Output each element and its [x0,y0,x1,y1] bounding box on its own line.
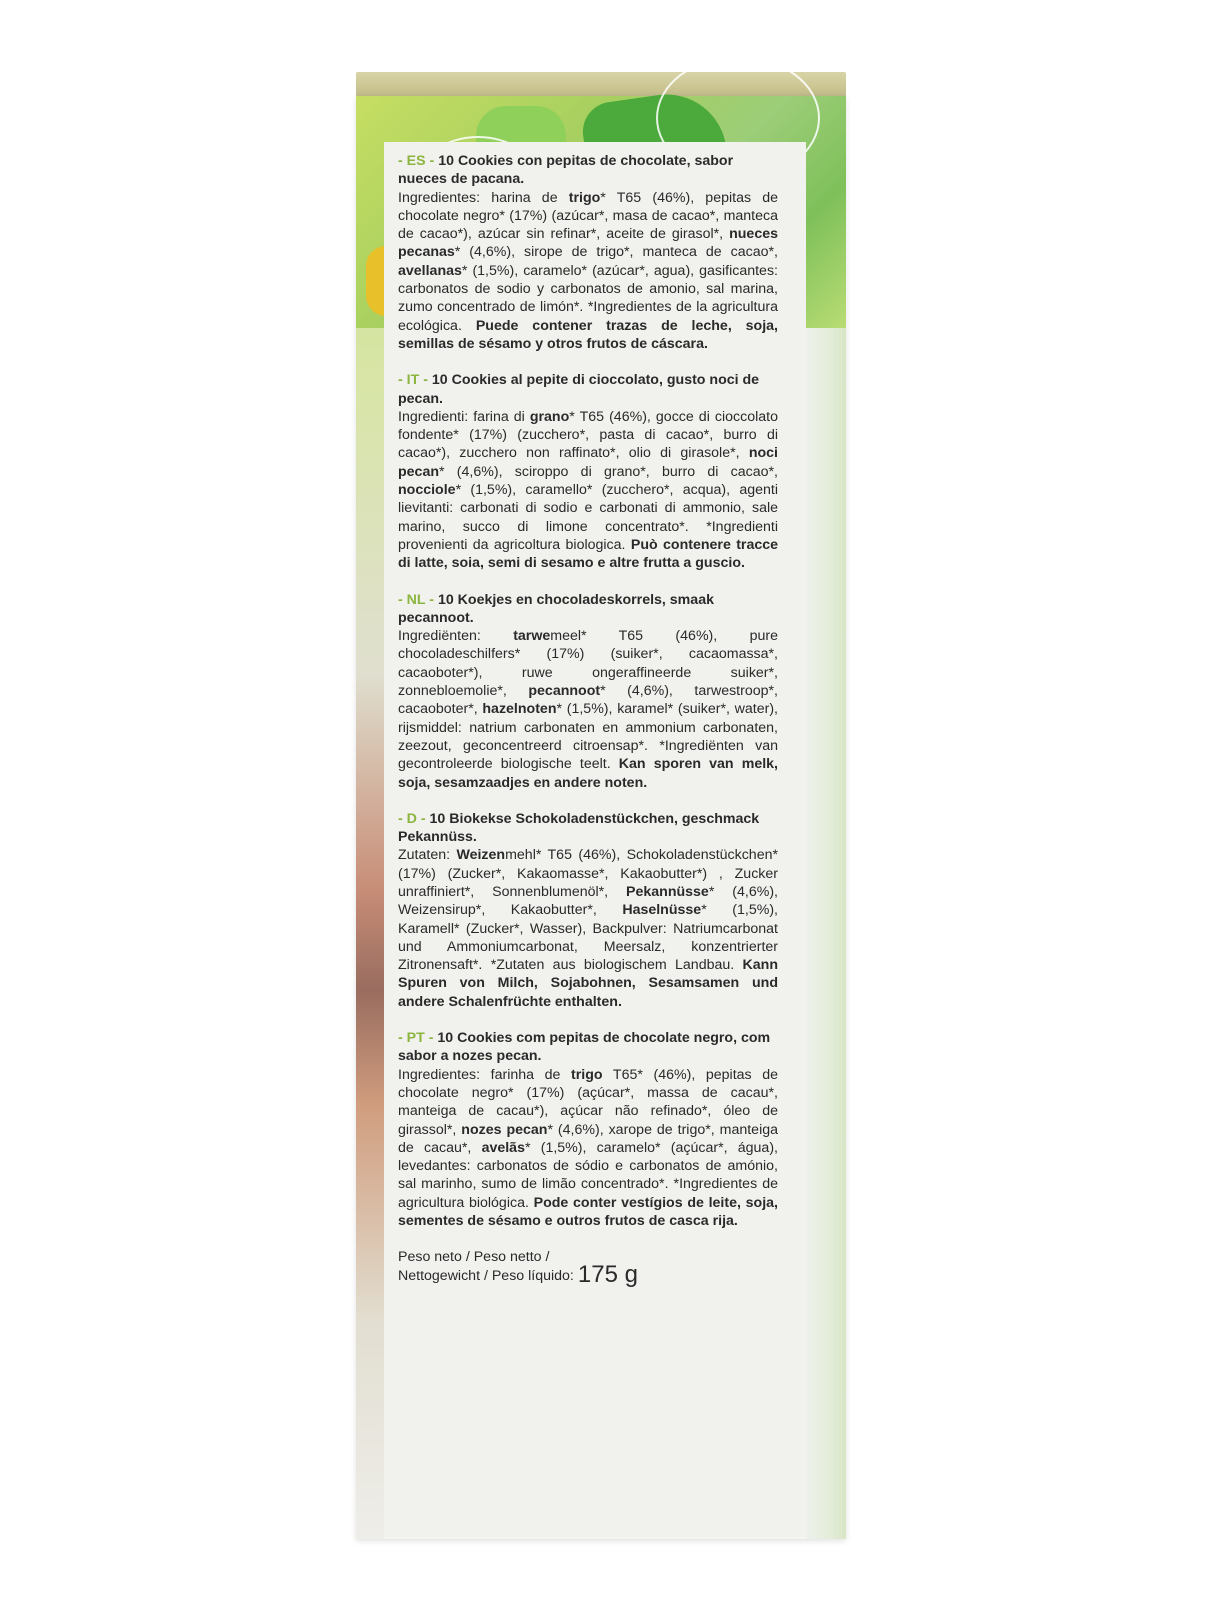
emphasized-text: grano [529,408,570,425]
ingredient-text: * (4,6%), Weizensirup*, Kakaobutter*, [398,883,778,919]
emphasized-text: Può contenere tracce di latte, soia, semi di sesamo e altre frutta a guscio. [398,536,779,572]
language-code: - NL - [398,591,434,608]
product-title: 10 Cookies com pepitas de chocolate negro, com sabor a nozes pecan. [398,1030,771,1065]
section-heading [398,591,778,628]
emphasized-text: tarwe [513,628,551,645]
product-title: 10 Biokekse Schokoladenstückchen, geschmack Pekannüss. [398,810,760,846]
ingredient-text: * (1,5%), caramello* (zucchero*, acqua), agenti lievitanti: carbonati di sodio e carbonati di ammonio, sale marino, succo di limone concentrato*. *Ingredienti provenienti da agricoltura biologica. [398,482,778,553]
language-section [398,152,778,353]
ingredient-text: * T65 (46%), gocce di cioccolato fondente* (17%) (zucchero*, pasta di cacao*, burro di cacao*), zucchero non raffinato*, olio di girasole*, [398,408,778,462]
language-section [398,591,778,792]
ingredient-text: Ingredientes: farinha de [398,1066,572,1083]
language-code: - IT - [398,372,428,389]
emphasized-text: nocciole [398,482,456,499]
ingredient-text: Zutaten: [398,847,457,864]
emphasized-text: avellanas [398,262,462,279]
ingredient-text: T65* (46%), pepitas de chocolate negro* (17%) (açúcar*, massa de cacau*, manteiga de cacau*), açúcar não refinado*, óleo de girassol*, [398,1066,779,1138]
emphasized-text: trigo [568,189,601,206]
ingredients-text [398,152,779,1289]
product-title: 10 Cookies con pepitas de chocolate, sabor nueces de pacana. [398,153,734,188]
net-weight [398,1248,778,1289]
ingredient-text: * (1,5%), karamel* (suiker*, water), rijsmiddel: natrium carbonaten en ammonium carbonaten, zeezout, geconcentreerd citroensap*. *Ingrediënten van gecontroleerde biologische teelt. [398,701,779,773]
net-weight-value: 175 g [577,1261,638,1289]
emphasized-text: Weizen [456,847,506,864]
ingredient-text: * (4,6%), tarwestroop*, cacaoboter*, [398,683,778,718]
net-weight-label-line1: Peso neto / Peso netto / [398,1249,550,1266]
emphasized-text: Pode conter vestígios de leite, soja, sementes de sésamo e outros frutos de casca rija. [398,1194,778,1230]
ingredient-list [398,189,778,354]
ingredient-text: * (4,6%), sirope de trigo*, manteca de cacao*, [454,244,778,261]
ingredient-text: * (1,5%), caramelo* (açúcar*, água), levedantes: carbonatos de sódio e carbonatos de amónio, sal marinho, sumo de limão concentrado*. *Ingredientes de agricultura biológica. [398,1139,778,1211]
ingredient-text: * (4,6%), sciroppo di grano*, burro di cacao*, [439,463,778,480]
ingredient-list [398,1066,778,1231]
ingredient-list [398,846,778,1011]
section-heading [398,1029,778,1066]
ingredient-list [398,408,778,573]
net-weight-label-line2 [398,1261,778,1289]
language-section [398,810,778,1011]
emphasized-text: nozes pecan [461,1121,548,1138]
ingredient-text: mehl* T65 (46%), Schokoladenstückchen*(17%) (Zucker*, Kakaomasse*, Kakaobutter*) , Zucker unraffiniert*, Sonnenblumenöl*, [398,847,778,900]
ingredient-text: * T65 (46%), pepitas de chocolate negro* (17%) (azúcar*, masa de cacao*, manteca de cacao*), azúcar sin refinar*, aceite de girasol*, [398,189,779,243]
emphasized-text: nueces pecanas [398,226,778,261]
language-code: - ES - [398,153,435,169]
language-section [398,1029,778,1230]
emphasized-text: noci pecan [398,445,778,480]
section-heading [398,371,778,408]
net-weight-label: Nettogewicht / Peso líquido: [398,1268,574,1285]
product-title: 10 Cookies al pepite di cioccolato, gusto noci de pecan. [398,372,760,407]
ingredient-text: Ingredienti: farina di [398,408,530,425]
emphasized-text: Haselnüsse [622,902,702,919]
ingredient-text: * (1,5%), caramelo* (azúcar*, agua), gasificantes: carbonatos de sodio y carbonatos de amonio, sal marina, zumo concentrado de limón*. *Ingredientes de la agricultura ecológica. [398,262,778,334]
ingredient-text: Ingrediënten: [398,628,514,645]
ingredient-text: * (4,6%), xarope de trigo*, manteiga de cacau*, [398,1121,778,1156]
language-code: - PT - [398,1030,434,1047]
emphasized-text: hazelnoten [482,701,557,718]
language-code: - D - [398,810,426,827]
ingredient-text: meel* T65 (46%), pure chocoladeschilfers* (17%) (suiker*, cacaomassa*, cacaoboter*), ruwe ongeraffineerde suiker*, zonnebloemolie*, [398,628,778,700]
section-heading [398,810,778,847]
emphasized-text: trigo [571,1066,603,1083]
emphasized-text: avelãs [481,1139,525,1156]
ingredient-text: * (1,5%), Karamell* (Zucker*, Wasser), Backpulver: Natriumcarbonat und Ammoniumcarbonat, Meersalz, konzentrierter Zitronensaft*. *Zutaten aus biologischem Landbau. [398,902,778,974]
ingredient-list [398,627,778,792]
emphasized-text: Pekannüsse [626,883,709,900]
emphasized-text: Kann Spuren von Milch, Sojabohnen, Sesamsamen und andere Schalenfrüchte enthalten. [398,957,778,1010]
emphasized-text: Kan sporen van melk, soja, sesamzaadjes en andere noten. [398,756,778,791]
section-heading [398,152,778,189]
ingredient-text: Ingredientes: harina de [398,189,569,206]
emphasized-text: pecannoot [528,683,601,700]
emphasized-text: Puede contener trazas de leche, soja, semillas de sésamo y otros frutos de cáscara. [398,317,779,352]
language-section [398,371,778,572]
product-title: 10 Koekjes en chocoladeskorrels, smaak pecannoot. [398,591,714,626]
